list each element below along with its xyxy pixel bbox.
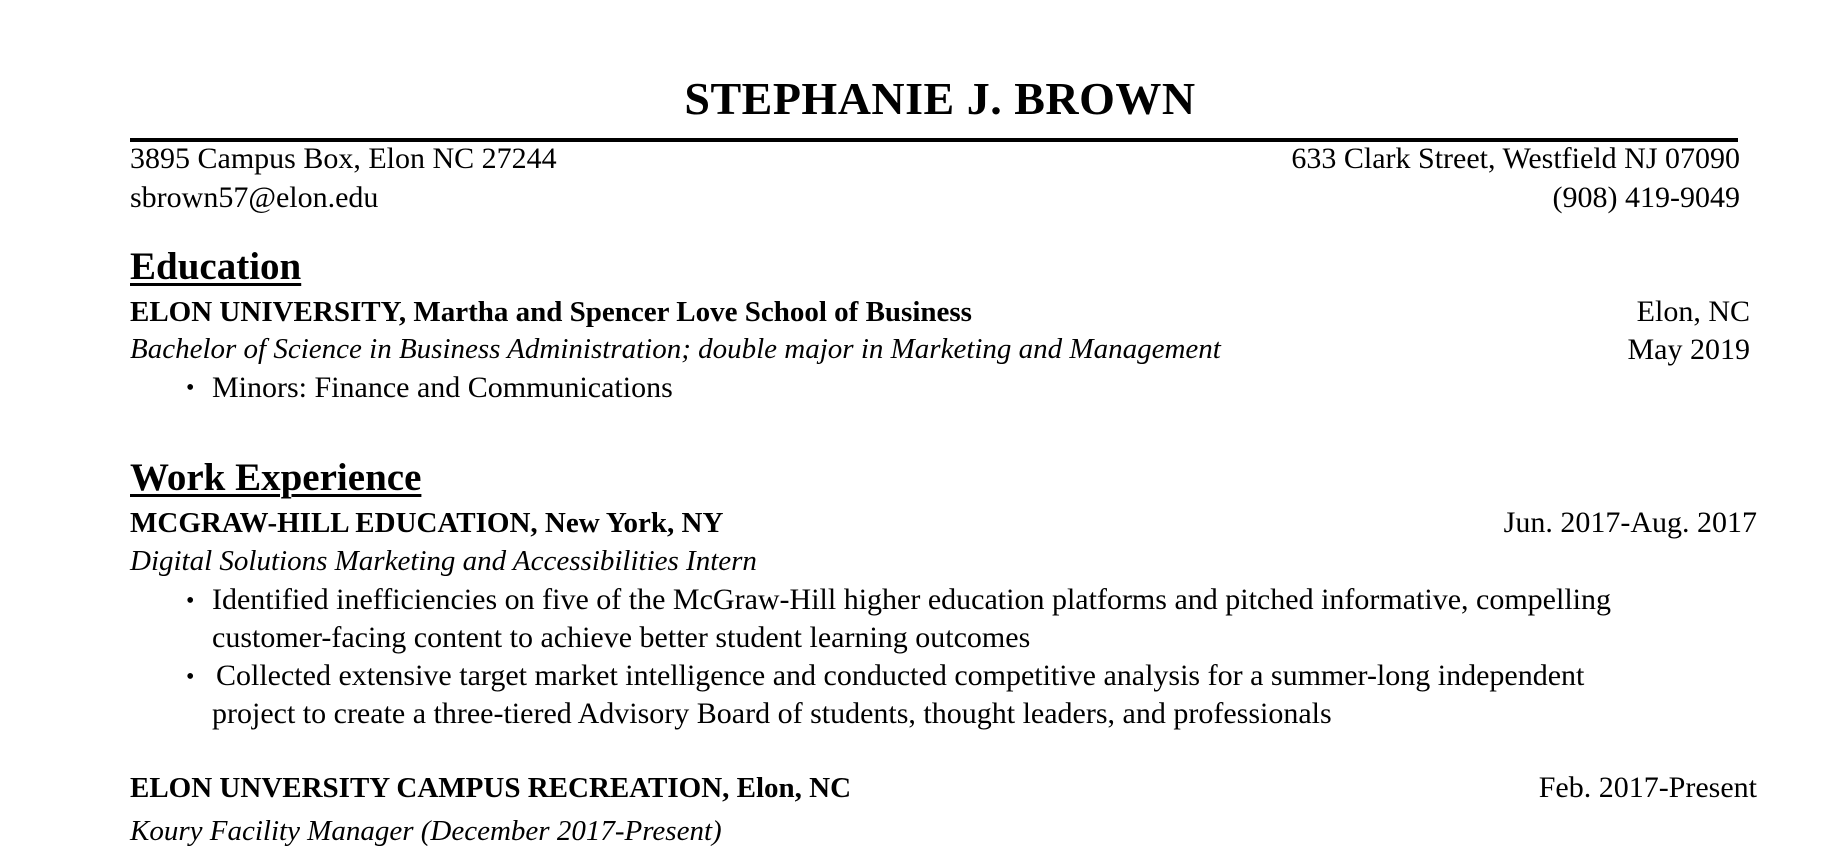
resume-name: STEPHANIE J. BROWN: [684, 73, 1196, 124]
job-org: MCGRAW-HILL EDUCATION, New York, NY: [130, 507, 724, 539]
work-experience-heading: Work Experience: [130, 456, 422, 499]
bullet-marker: •: [186, 664, 195, 690]
job-bullet-line: Identified inefficiencies on five of the McGraw-Hill higher education platforms and pitched informative, compelling: [212, 583, 1611, 616]
job-role: Koury Facility Manager: [130, 815, 414, 847]
job-org: ELON UNVERSITY CAMPUS RECREATION, Elon, NC: [130, 772, 852, 804]
home-address: 633 Clark Street, Westfield NJ 07090: [1291, 142, 1740, 175]
education-date: May 2019: [1627, 333, 1750, 366]
job-role-dates: (December 2017-Present): [420, 815, 722, 847]
phone-number: (908) 419-9049: [1552, 181, 1740, 214]
job-bullet-line: Collected extensive target market intelligence and conducted competitive analysis for a summer-long independent: [216, 659, 1585, 692]
job-dates: Jun. 2017-Aug. 2017: [1503, 506, 1757, 539]
job-role: Digital Solutions Marketing and Accessibilities Intern: [130, 545, 757, 577]
education-heading: Education: [130, 245, 302, 288]
education-bullet: Minors: Finance and Communications: [212, 371, 673, 404]
job-dates: Feb. 2017-Present: [1538, 771, 1757, 804]
bullet-marker: •: [186, 375, 195, 401]
campus-address: 3895 Campus Box, Elon NC 27244: [130, 142, 557, 175]
job-bullet-line: customer-facing content to achieve better student learning outcomes: [212, 621, 1031, 654]
job-bullet-line: project to create a three-tiered Advisory Board of students, thought leaders, and professionals: [212, 697, 1332, 730]
education-location: Elon, NC: [1636, 295, 1750, 328]
email-address: sbrown57@elon.edu: [130, 181, 379, 214]
job-role-line: [130, 815, 722, 848]
education-school: ELON UNIVERSITY, Martha and Spencer Love School of Business: [130, 296, 972, 328]
bullet-marker: •: [186, 588, 195, 614]
education-degree: Bachelor of Science in Business Administration; double major in Marketing and Management: [130, 333, 1221, 365]
